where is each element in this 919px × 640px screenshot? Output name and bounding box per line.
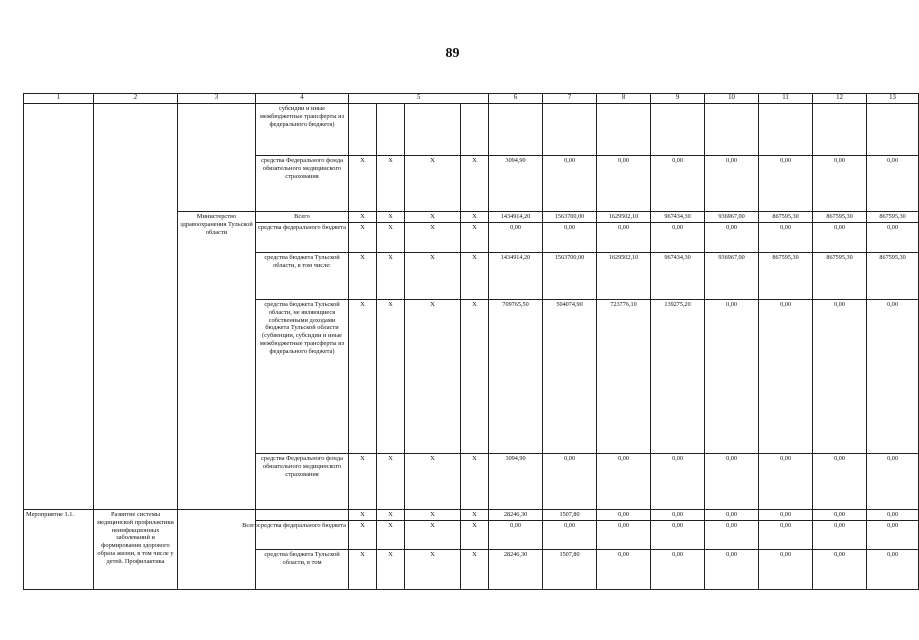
value-cell: 3094,90 bbox=[489, 454, 543, 510]
table-cell bbox=[256, 510, 349, 521]
value-cell: 1434914,20 bbox=[489, 253, 543, 300]
x-mark: X bbox=[349, 156, 377, 212]
value-cell: 967434,30 bbox=[651, 212, 705, 223]
value-cell: 0,00 bbox=[867, 521, 919, 550]
x-mark: X bbox=[461, 156, 489, 212]
value-cell: 867595,30 bbox=[867, 212, 919, 223]
value-cell: 1629502,10 bbox=[597, 212, 651, 223]
value-cell: 0,00 bbox=[705, 156, 759, 212]
value-cell: 3094,90 bbox=[489, 156, 543, 212]
value-cell: 0,00 bbox=[759, 550, 813, 590]
table-row bbox=[24, 510, 919, 521]
x-mark: X bbox=[461, 521, 489, 550]
x-mark: X bbox=[349, 521, 377, 550]
table-cell bbox=[178, 104, 256, 212]
x-mark: X bbox=[349, 300, 377, 454]
value-cell: 867595,30 bbox=[867, 253, 919, 300]
x-mark: X bbox=[349, 550, 377, 590]
x-mark: X bbox=[349, 253, 377, 300]
value-cell: 0,00 bbox=[651, 521, 705, 550]
value-cell: 1507,80 bbox=[543, 510, 597, 521]
value-cell: 0,00 bbox=[543, 454, 597, 510]
value-cell: 1507,80 bbox=[543, 550, 597, 590]
row-label: средства бюджета Тульской области, в том числе: bbox=[256, 253, 349, 300]
x-mark: X bbox=[377, 454, 405, 510]
value-cell: 0,00 bbox=[597, 223, 651, 253]
value-cell: 0,00 bbox=[705, 550, 759, 590]
value-cell: 0,00 bbox=[543, 521, 597, 550]
x-mark: X bbox=[461, 454, 489, 510]
value-cell: 0,00 bbox=[651, 223, 705, 253]
row-label-fed: средства федерального бюджета bbox=[258, 521, 346, 529]
x-mark: X bbox=[405, 510, 461, 521]
value-cell: 0,00 bbox=[759, 510, 813, 521]
x-mark: X bbox=[405, 156, 461, 212]
value-cell: 709765,50 bbox=[489, 300, 543, 454]
value-cell: 0,00 bbox=[867, 223, 919, 253]
header-cell: 7 bbox=[543, 94, 597, 104]
x-mark: X bbox=[377, 300, 405, 454]
value-cell: 1629502,10 bbox=[597, 253, 651, 300]
x-mark: X bbox=[461, 550, 489, 590]
table-cell bbox=[94, 104, 178, 510]
ministry-label: Министерство здравоохранения Тульской области bbox=[178, 212, 256, 510]
value-cell: 0,00 bbox=[705, 454, 759, 510]
value-cell: 0,00 bbox=[813, 300, 867, 454]
value-cell: 0,00 bbox=[813, 521, 867, 550]
page-number: 89 bbox=[445, 46, 460, 61]
x-mark: X bbox=[349, 212, 377, 223]
x-mark: X bbox=[461, 212, 489, 223]
measure-title: Развитие системы медицинской профилактики неинфекционных заболеваний и формирования здорового образа жизни, в том числе у детей. Профилактика bbox=[94, 510, 178, 590]
value-cell: 0,00 bbox=[813, 510, 867, 521]
header-cell: 9 bbox=[651, 94, 705, 104]
row-label bbox=[242, 521, 349, 550]
x-mark: X bbox=[377, 550, 405, 590]
value-cell: 0,00 bbox=[705, 300, 759, 454]
value-cell: 1434914,20 bbox=[489, 212, 543, 223]
x-mark: X bbox=[405, 300, 461, 454]
header-cell: 10 bbox=[705, 94, 759, 104]
x-mark: X bbox=[377, 253, 405, 300]
value-cell: 723776,10 bbox=[597, 300, 651, 454]
value-cell: 0,00 bbox=[759, 223, 813, 253]
header-cell: 12 bbox=[813, 94, 867, 104]
value-cell: 0,00 bbox=[759, 454, 813, 510]
value-cell: 0,00 bbox=[867, 454, 919, 510]
header-cell: 3 bbox=[178, 94, 256, 104]
value-cell: 967434,30 bbox=[651, 253, 705, 300]
value-cell: 0,00 bbox=[651, 156, 705, 212]
value-cell: 0,00 bbox=[759, 521, 813, 550]
value-cell: 0,00 bbox=[867, 300, 919, 454]
value-cell: 139275,20 bbox=[651, 300, 705, 454]
row-label: средства Федерального фонда обязательного медицинского страхования bbox=[256, 454, 349, 510]
x-mark: X bbox=[461, 510, 489, 521]
value-cell: 0,00 bbox=[705, 521, 759, 550]
value-cell: 0,00 bbox=[867, 550, 919, 590]
row-label-vsego: Всего bbox=[242, 522, 258, 530]
x-mark: X bbox=[461, 223, 489, 253]
value-cell: 0,00 bbox=[705, 510, 759, 521]
value-cell: 867595,30 bbox=[813, 253, 867, 300]
value-cell: 1563700,00 bbox=[543, 212, 597, 223]
header-cell: 6 bbox=[489, 94, 543, 104]
header-cell: 5 bbox=[349, 94, 489, 104]
header-cell: 11 bbox=[759, 94, 813, 104]
x-mark: X bbox=[405, 454, 461, 510]
value-cell: 28246,30 bbox=[489, 550, 543, 590]
value-cell: 0,00 bbox=[651, 454, 705, 510]
value-cell: 0,00 bbox=[597, 521, 651, 550]
value-cell: 1563700,00 bbox=[543, 253, 597, 300]
value-cell: 0,00 bbox=[543, 156, 597, 212]
x-mark: X bbox=[405, 212, 461, 223]
value-cell: 28246,30 bbox=[489, 510, 543, 521]
value-cell: 867595,30 bbox=[813, 212, 867, 223]
table-row bbox=[24, 104, 919, 156]
value-cell: 0,00 bbox=[597, 156, 651, 212]
value-cell: 0,00 bbox=[759, 156, 813, 212]
value-cell: 0,00 bbox=[867, 156, 919, 212]
x-mark: X bbox=[377, 521, 405, 550]
x-mark: X bbox=[349, 454, 377, 510]
x-mark: X bbox=[377, 156, 405, 212]
value-cell: 936967,00 bbox=[705, 253, 759, 300]
value-cell: 936967,00 bbox=[705, 212, 759, 223]
header-cell: 8 bbox=[597, 94, 651, 104]
row-label: Всего bbox=[256, 212, 349, 223]
x-mark: X bbox=[461, 300, 489, 454]
row-label: субсидии и иные межбюджетные трансферты из федерального бюджета) bbox=[256, 104, 349, 156]
value-cell: 0,00 bbox=[813, 156, 867, 212]
row-label: средства Федерального фонда обязательного медицинского страхования bbox=[256, 156, 349, 212]
x-mark: X bbox=[405, 550, 461, 590]
value-cell: 0,00 bbox=[597, 550, 651, 590]
budget-table bbox=[23, 93, 919, 590]
value-cell: 867595,30 bbox=[759, 253, 813, 300]
header-cell: 13 bbox=[867, 94, 919, 104]
value-cell: 867595,30 bbox=[759, 212, 813, 223]
value-cell: 0,00 bbox=[651, 510, 705, 521]
value-cell: 0,00 bbox=[597, 510, 651, 521]
x-mark: X bbox=[405, 521, 461, 550]
value-cell: 0,00 bbox=[597, 454, 651, 510]
x-mark: X bbox=[377, 223, 405, 253]
value-cell: 0,00 bbox=[489, 223, 543, 253]
x-mark: X bbox=[377, 510, 405, 521]
value-cell: 0,00 bbox=[813, 454, 867, 510]
row-label: средства федерального бюджета bbox=[256, 223, 349, 253]
value-cell: 0,00 bbox=[867, 510, 919, 521]
value-cell: 0,00 bbox=[543, 223, 597, 253]
measure-code: Мероприятие 1.1. bbox=[24, 510, 94, 590]
value-cell: 0,00 bbox=[705, 223, 759, 253]
row-label: средства бюджета Тульской области, в том bbox=[256, 550, 349, 590]
x-mark: X bbox=[405, 223, 461, 253]
row-label: средства бюджета Тульской области, не являющиеся собственными доходами бюджета Тульской области (субвенции, субсидии и иные межбюджетные трансферты из федерального бюджета) bbox=[256, 300, 349, 454]
value-cell: 504074,90 bbox=[543, 300, 597, 454]
value-cell: 0,00 bbox=[759, 300, 813, 454]
x-mark: X bbox=[461, 253, 489, 300]
value-cell: 0,00 bbox=[489, 521, 543, 550]
value-cell: 0,00 bbox=[813, 223, 867, 253]
header-cell: 2 bbox=[94, 94, 178, 104]
header-cell: 4 bbox=[256, 94, 349, 104]
value-cell: 0,00 bbox=[651, 550, 705, 590]
header-row bbox=[24, 94, 919, 104]
table-cell bbox=[24, 104, 94, 510]
x-mark: X bbox=[405, 253, 461, 300]
x-mark: X bbox=[349, 223, 377, 253]
x-mark: X bbox=[349, 510, 377, 521]
header-cell: 1 bbox=[24, 94, 94, 104]
x-mark: X bbox=[377, 212, 405, 223]
value-cell: 0,00 bbox=[813, 550, 867, 590]
